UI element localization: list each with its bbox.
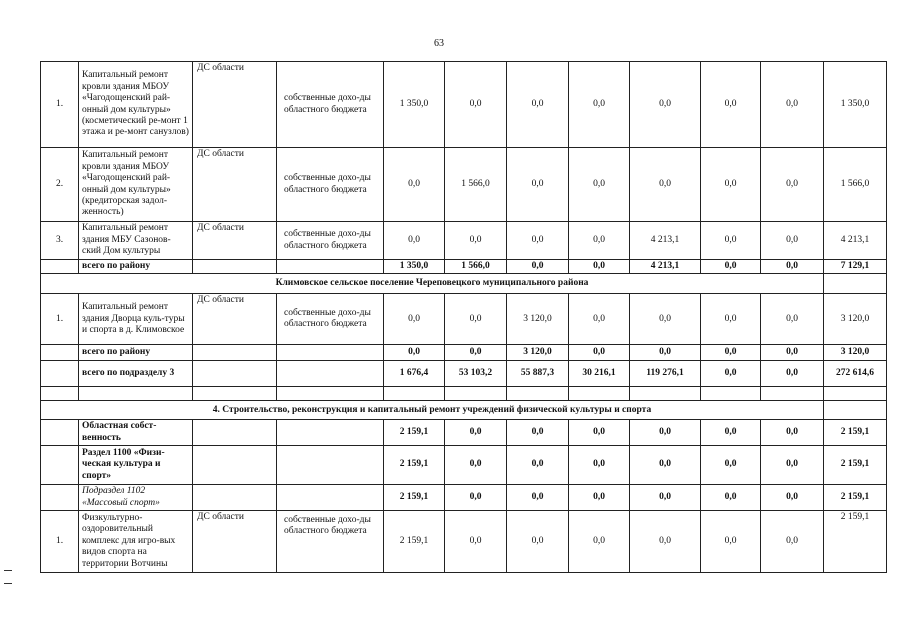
value-cell: 0,0 xyxy=(761,446,824,485)
value-cell: 3 120,0 xyxy=(824,345,887,361)
value-cell: 0,0 xyxy=(630,420,701,446)
empty-cell xyxy=(193,361,277,387)
value-cell: 0,0 xyxy=(507,446,569,485)
value-cell: 3 120,0 xyxy=(824,294,887,345)
value-cell: 0,0 xyxy=(630,446,701,485)
table-row xyxy=(41,485,887,511)
funding-type: собственные дохо-ды областного бюджета xyxy=(277,148,384,222)
margin-mark xyxy=(4,570,12,571)
object-name: Физкультурно-оздоровительный комплекс для игро-вых видов спорта на территории Вотчины xyxy=(79,510,193,572)
value-cell: 0,0 xyxy=(761,420,824,446)
section-header-row xyxy=(41,401,887,420)
row-number: 3. xyxy=(41,222,79,260)
value-cell: 0,0 xyxy=(701,345,761,361)
funding-source: ДС области xyxy=(193,294,277,345)
value-cell: 1 350,0 xyxy=(384,62,445,148)
value-cell: 0,0 xyxy=(701,148,761,222)
value-cell: 1 350,0 xyxy=(384,260,445,274)
empty-cell xyxy=(41,345,79,361)
value-cell: 0,0 xyxy=(630,294,701,345)
value-cell: 0,0 xyxy=(507,485,569,511)
value-cell: 0,0 xyxy=(569,148,630,222)
funding-source: ДС области xyxy=(193,510,277,572)
funding-source: ДС области xyxy=(193,62,277,148)
value-cell: 7 129,1 xyxy=(824,260,887,274)
value-cell: 2 159,1 xyxy=(384,510,445,572)
value-cell: 2 159,1 xyxy=(824,510,887,572)
empty-cell xyxy=(41,260,79,274)
value-cell: 0,0 xyxy=(701,294,761,345)
value-cell: 2 159,1 xyxy=(384,485,445,511)
value-cell: 0,0 xyxy=(445,420,507,446)
value-cell: 0,0 xyxy=(701,510,761,572)
row-number: 2. xyxy=(41,148,79,222)
empty-cell xyxy=(193,260,277,274)
row-number: 1. xyxy=(41,510,79,572)
value-cell: 1 566,0 xyxy=(445,148,507,222)
value-cell: 272 614,6 xyxy=(824,361,887,387)
empty-cell xyxy=(41,446,79,485)
empty-cell xyxy=(277,485,384,511)
value-cell: 30 216,1 xyxy=(569,361,630,387)
value-cell: 0,0 xyxy=(445,446,507,485)
empty-cell xyxy=(41,420,79,446)
funding-type: собственные дохо-ды областного бюджета xyxy=(277,62,384,148)
table-row xyxy=(41,148,887,222)
value-cell: 0,0 xyxy=(761,222,824,260)
table-row xyxy=(41,62,887,148)
value-cell: 1 350,0 xyxy=(824,62,887,148)
value-cell: 0,0 xyxy=(761,510,824,572)
value-cell: 0,0 xyxy=(701,361,761,387)
empty-row xyxy=(41,387,887,401)
value-cell: 0,0 xyxy=(569,485,630,511)
funding-type: собственные дохо-ды областного бюджета xyxy=(277,222,384,260)
object-name: Капитальный ремонт здания Дворца куль-туры и спорта в д. Климовское xyxy=(79,294,193,345)
empty-cell xyxy=(277,420,384,446)
funding-source: ДС области xyxy=(193,222,277,260)
category-label: Подраздел 1102 «Массовый спорт» xyxy=(79,485,193,511)
budget-table xyxy=(40,61,887,573)
value-cell: 0,0 xyxy=(761,260,824,274)
funding-source: ДС области xyxy=(193,148,277,222)
value-cell: 2 159,1 xyxy=(824,485,887,511)
value-cell: 0,0 xyxy=(569,510,630,572)
value-cell: 0,0 xyxy=(445,294,507,345)
total-row xyxy=(41,361,887,387)
empty-cell xyxy=(193,485,277,511)
empty-cell xyxy=(41,361,79,387)
value-cell: 0,0 xyxy=(569,345,630,361)
table-row xyxy=(41,510,887,572)
value-cell: 0,0 xyxy=(507,148,569,222)
value-cell: 55 887,3 xyxy=(507,361,569,387)
funding-type: собственные дохо-ды областного бюджета xyxy=(277,294,384,345)
empty-cell xyxy=(193,420,277,446)
value-cell: 0,0 xyxy=(569,294,630,345)
total-label: всего по подразделу 3 xyxy=(79,361,193,387)
object-name: Капитальный ремонт кровли здания МБОУ «Чагодощенский рай-онный дом культуры» (косметический ре-монт 1 этажа и ре-монт санузлов) xyxy=(79,62,193,148)
value-cell: 0,0 xyxy=(507,222,569,260)
value-cell: 0,0 xyxy=(761,361,824,387)
total-row xyxy=(41,260,887,274)
category-label: Областная собст-венность xyxy=(79,420,193,446)
value-cell: 3 120,0 xyxy=(507,294,569,345)
value-cell: 0,0 xyxy=(507,62,569,148)
value-cell: 0,0 xyxy=(630,148,701,222)
object-name: Капитальный ремонт здания МБУ Сазонов-ский Дом культуры xyxy=(79,222,193,260)
empty-cell xyxy=(277,361,384,387)
empty-cell xyxy=(824,274,887,294)
value-cell: 0,0 xyxy=(630,345,701,361)
value-cell: 0,0 xyxy=(761,62,824,148)
category-label: Раздел 1100 «Физи-ческая культура и спорт» xyxy=(79,446,193,485)
value-cell: 0,0 xyxy=(630,485,701,511)
row-number: 1. xyxy=(41,62,79,148)
empty-cell xyxy=(41,485,79,511)
value-cell: 0,0 xyxy=(701,222,761,260)
total-label: всего по району xyxy=(79,345,193,361)
value-cell: 4 213,1 xyxy=(630,260,701,274)
value-cell: 0,0 xyxy=(701,420,761,446)
value-cell: 2 159,1 xyxy=(824,420,887,446)
margin-marks xyxy=(4,570,14,596)
value-cell: 0,0 xyxy=(384,222,445,260)
empty-cell xyxy=(277,446,384,485)
empty-cell xyxy=(824,401,887,420)
value-cell: 0,0 xyxy=(384,345,445,361)
value-cell: 0,0 xyxy=(701,485,761,511)
value-cell: 1 566,0 xyxy=(824,148,887,222)
object-name: Капитальный ремонт кровли здания МБОУ «Чагодощенский рай-онный дом культуры» (кредиторская задол-женность) xyxy=(79,148,193,222)
value-cell: 0,0 xyxy=(569,446,630,485)
section-header-row xyxy=(41,274,887,294)
section-title: 4. Строительство, реконструкция и капитальный ремонт учреждений физической культуры и спорта xyxy=(41,401,824,420)
value-cell: 0,0 xyxy=(507,260,569,274)
value-cell: 1 566,0 xyxy=(445,260,507,274)
value-cell: 2 159,1 xyxy=(824,446,887,485)
value-cell: 0,0 xyxy=(761,294,824,345)
value-cell: 0,0 xyxy=(569,420,630,446)
section-title: Климовское сельское поселение Череповецкого муниципального района xyxy=(41,274,824,294)
margin-mark xyxy=(4,583,12,584)
value-cell: 0,0 xyxy=(507,510,569,572)
value-cell: 4 213,1 xyxy=(824,222,887,260)
value-cell: 0,0 xyxy=(507,420,569,446)
value-cell: 0,0 xyxy=(701,62,761,148)
funding-type: собственные дохо-ды областного бюджета xyxy=(277,510,384,572)
value-cell: 0,0 xyxy=(761,485,824,511)
value-cell: 0,0 xyxy=(445,485,507,511)
value-cell: 4 213,1 xyxy=(630,222,701,260)
value-cell: 119 276,1 xyxy=(630,361,701,387)
value-cell: 2 159,1 xyxy=(384,446,445,485)
empty-cell xyxy=(193,345,277,361)
value-cell: 53 103,2 xyxy=(445,361,507,387)
table-row xyxy=(41,222,887,260)
value-cell: 0,0 xyxy=(569,62,630,148)
value-cell: 1 676,4 xyxy=(384,361,445,387)
value-cell: 3 120,0 xyxy=(507,345,569,361)
empty-cell xyxy=(277,345,384,361)
total-row xyxy=(41,345,887,361)
value-cell: 0,0 xyxy=(384,294,445,345)
value-cell: 0,0 xyxy=(569,222,630,260)
value-cell: 0,0 xyxy=(630,510,701,572)
value-cell: 0,0 xyxy=(445,510,507,572)
value-cell: 0,0 xyxy=(701,260,761,274)
table-row xyxy=(41,446,887,485)
value-cell: 0,0 xyxy=(630,62,701,148)
value-cell: 0,0 xyxy=(761,148,824,222)
value-cell: 0,0 xyxy=(384,148,445,222)
value-cell: 0,0 xyxy=(701,446,761,485)
value-cell: 2 159,1 xyxy=(384,420,445,446)
value-cell: 0,0 xyxy=(761,345,824,361)
empty-cell xyxy=(193,446,277,485)
value-cell: 0,0 xyxy=(445,345,507,361)
page-number: 63 xyxy=(434,38,444,49)
table-row xyxy=(41,294,887,345)
empty-cell xyxy=(277,260,384,274)
table-row xyxy=(41,420,887,446)
value-cell: 0,0 xyxy=(445,222,507,260)
value-cell: 0,0 xyxy=(569,260,630,274)
row-number: 1. xyxy=(41,294,79,345)
total-label: всего по району xyxy=(79,260,193,274)
value-cell: 0,0 xyxy=(445,62,507,148)
